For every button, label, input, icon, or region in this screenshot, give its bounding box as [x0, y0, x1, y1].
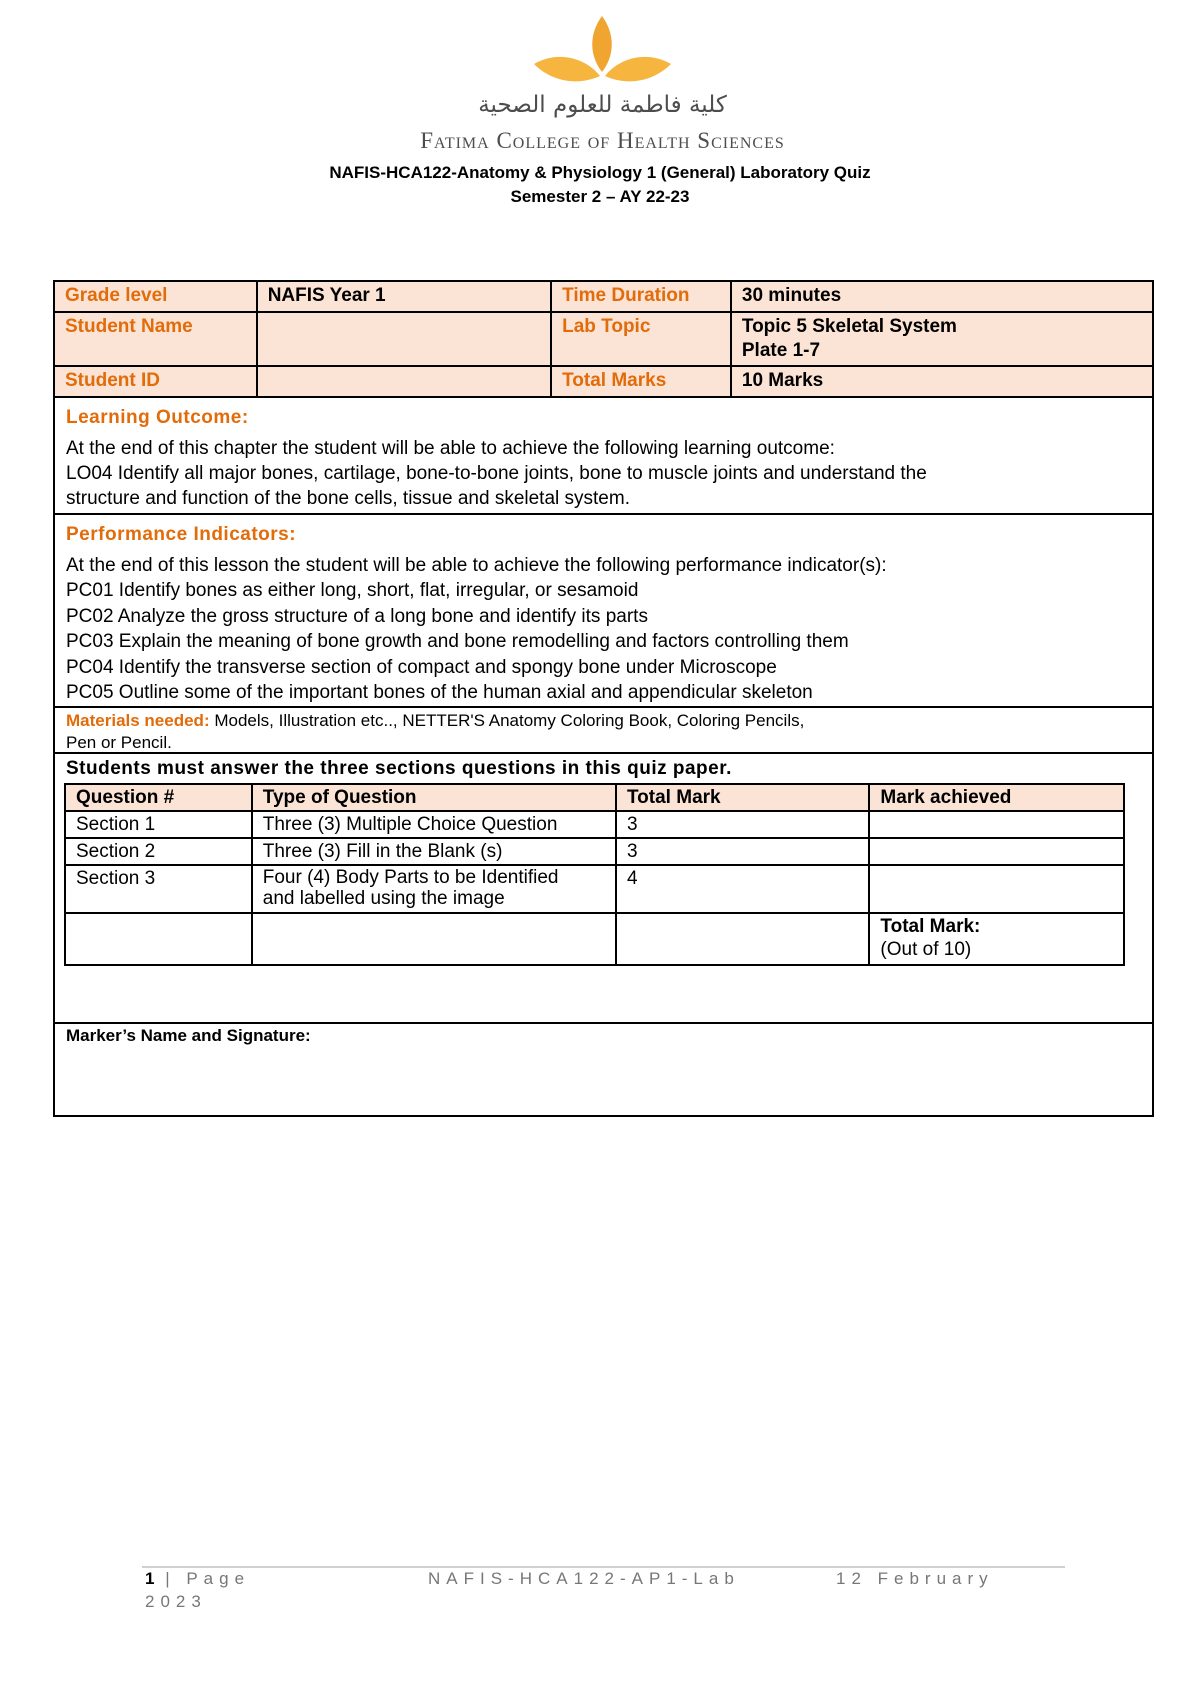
type-cell-line2: and labelled using the image	[262, 888, 505, 909]
logo-english-text: Fatima College of Health Sciences	[420, 128, 785, 153]
total-mark-cell: 3	[616, 811, 869, 838]
grade-level-value: NAFIS Year 1	[257, 281, 551, 312]
performance-indicators-intro: At the end of this lesson the student will be able to achieve the following performance indicator(s):	[66, 555, 887, 576]
logo-arabic-text: كلية فاطمة للعلوم الصحية	[478, 92, 727, 118]
footer-divider	[142, 1566, 1065, 1568]
question-cell: Section 3	[65, 865, 252, 913]
sections-table	[64, 783, 1125, 966]
type-cell-line1: Four (4) Body Parts to be Identified	[262, 867, 559, 888]
info-table	[53, 280, 1154, 398]
performance-indicator-item: PC04 Identify the transverse section of compact and spongy bone under Microscope	[66, 657, 777, 678]
materials-box	[53, 706, 1154, 754]
table-row	[65, 913, 1124, 965]
column-header: Type of Question	[252, 784, 616, 811]
total-marks-label: Total Marks	[551, 366, 731, 397]
empty-cell	[65, 913, 252, 965]
table-row	[65, 865, 1124, 913]
marker-signature-area[interactable]	[66, 1054, 1136, 1109]
student-name-label: Student Name	[54, 312, 257, 366]
marker-box	[53, 1022, 1154, 1117]
college-logo	[395, 14, 810, 153]
page-number: 1	[145, 1569, 155, 1588]
materials-line2: Pen or Pencil.	[66, 733, 172, 752]
materials-label: Materials needed:	[66, 711, 210, 730]
performance-indicator-item: PC02 Analyze the gross structure of a long bone and identify its parts	[66, 606, 648, 627]
learning-outcome-lo-line1: LO04 Identify all major bones, cartilage, bone-to-bone joints, bone to muscle joints and understand the	[66, 463, 927, 484]
column-header: Total Mark	[616, 784, 869, 811]
column-header: Question #	[65, 784, 252, 811]
mark-achieved-cell[interactable]	[869, 838, 1124, 865]
lab-topic-line2: Plate 1-7	[741, 340, 821, 361]
mark-achieved-cell[interactable]	[869, 811, 1124, 838]
footer-date-line1: 12 February	[836, 1569, 994, 1588]
performance-indicator-item: PC01 Identify bones as either long, short, flat, irregular, or sesamoid	[66, 580, 639, 601]
lab-topic-label: Lab Topic	[551, 312, 731, 366]
question-cell: Section 2	[65, 838, 252, 865]
footer-doc-code: NAFIS-HCA122-AP1-Lab	[428, 1569, 740, 1588]
empty-cell	[616, 913, 869, 965]
total-mark-sub: (Out of 10)	[880, 939, 972, 960]
learning-outcome-intro: At the end of this chapter the student will be able to achieve the following learning outcome:	[66, 438, 835, 459]
lab-topic-value	[731, 312, 1153, 366]
learning-outcome-heading: Learning Outcome:	[66, 407, 249, 428]
student-id-label: Student ID	[54, 366, 257, 397]
column-header: Mark achieved	[869, 784, 1124, 811]
materials-text: Models, Illustration etc.., NETTER'S Anatomy Coloring Book, Coloring Pencils,	[214, 711, 805, 730]
page-label: | Page	[154, 1569, 251, 1588]
table-row	[65, 811, 1124, 838]
type-cell: Three (3) Fill in the Blank (s)	[252, 838, 616, 865]
footer-date-line2: 2023	[145, 1592, 207, 1611]
grade-level-label: Grade level	[54, 281, 257, 312]
total-mark-cell: 4	[616, 865, 869, 913]
type-cell: Three (3) Multiple Choice Question	[252, 811, 616, 838]
total-mark-summary-cell[interactable]	[869, 913, 1124, 965]
performance-indicators-heading: Performance Indicators:	[66, 524, 297, 545]
lab-topic-line1: Topic 5 Skeletal System	[741, 316, 957, 337]
question-cell: Section 1	[65, 811, 252, 838]
sections-instruction: Students must answer the three sections questions in this quiz paper.	[66, 758, 732, 779]
performance-indicators-box	[53, 513, 1154, 708]
marker-label: Marker’s Name and Signature:	[66, 1026, 311, 1045]
performance-indicator-item: PC03 Explain the meaning of bone growth and bone remodelling and factors controlling them	[66, 631, 849, 652]
type-cell	[252, 865, 616, 913]
empty-cell	[252, 913, 616, 965]
footer-page	[145, 1569, 250, 1589]
time-duration-value: 30 minutes	[731, 281, 1153, 312]
total-marks-value: 10 Marks	[731, 366, 1153, 397]
table-row	[65, 838, 1124, 865]
learning-outcome-box	[53, 398, 1154, 515]
learning-outcome-lo-line2: structure and function of the bone cells, tissue and skeletal system.	[66, 488, 630, 509]
document-title: NAFIS-HCA122-Anatomy & Physiology 1 (General) Laboratory Quiz	[329, 163, 871, 182]
time-duration-label: Time Duration	[551, 281, 731, 312]
total-mark-cell: 3	[616, 838, 869, 865]
mark-achieved-cell[interactable]	[869, 865, 1124, 913]
total-mark-label: Total Mark:	[880, 916, 981, 937]
student-name-field[interactable]	[257, 312, 551, 366]
performance-indicator-item: PC05 Outline some of the important bones of the human axial and appendicular skeleton	[66, 682, 813, 703]
document-subtitle: Semester 2 – AY 22-23	[510, 187, 690, 206]
materials-line1	[66, 710, 804, 732]
flame-leaf-icon	[530, 14, 675, 92]
student-id-field[interactable]	[257, 366, 551, 397]
